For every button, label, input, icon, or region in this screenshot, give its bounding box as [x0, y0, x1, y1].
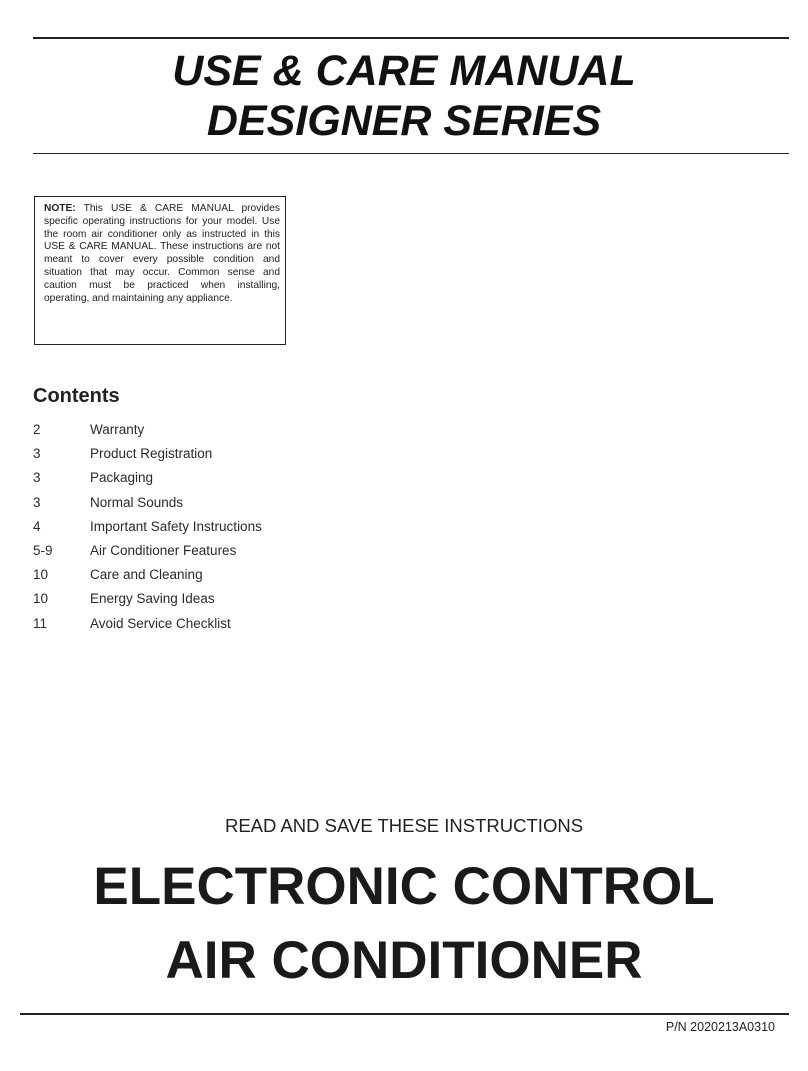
contents-page-number: 3: [33, 494, 41, 510]
contents-page-number: 2: [33, 422, 41, 437]
contents-item-title: Normal Sounds: [90, 494, 184, 510]
contents-item-title: Product Registration: [90, 446, 213, 462]
contents-page-number: 10: [33, 567, 49, 583]
contents-item: [33, 469, 262, 493]
product-title-line1: ELECTRONIC CONTROL: [93, 857, 715, 916]
contents-item-title: Packaging: [90, 470, 154, 486]
note-box: [34, 196, 286, 345]
contents-item-title: Important Safety Instructions: [90, 518, 262, 534]
contents-item: [33, 590, 262, 614]
read-save-instructions: READ AND SAVE THESE INSTRUCTIONS: [224, 815, 584, 836]
bottom-rule: [20, 1013, 789, 1015]
manual-title-line1: USE & CARE MANUAL: [172, 47, 636, 95]
contents-item-title: Avoid Service Checklist: [90, 615, 231, 631]
contents-page-number: 5-9: [33, 542, 53, 558]
top-rule: [33, 37, 789, 39]
contents-item: [33, 445, 262, 469]
contents-item-title: Energy Saving Ideas: [90, 591, 215, 607]
contents-item-title: Care and Cleaning: [90, 567, 203, 583]
contents-item-title: Air Conditioner Features: [90, 542, 237, 558]
part-number: P/N 2020213A0310: [665, 1020, 775, 1034]
contents-heading: Contents: [33, 385, 120, 407]
contents-page-number: 3: [33, 470, 41, 486]
contents-page-number: 3: [33, 446, 41, 462]
contents-item: [33, 518, 262, 542]
note-label: NOTE:: [44, 203, 76, 214]
note-text: This USE & CARE MANUAL provides specific operating instructions for your model. Use the room air conditioner only as instructed in this USE & CARE MANUAL. These instructions are not meant to cover every possible condition and situation that may occur. Common sense and caution must be practiced when installing, operating, and maintaining any appliance.: [44, 203, 280, 304]
title-divider-rule: [33, 153, 789, 154]
contents-list: [33, 421, 262, 639]
contents-item: [33, 542, 262, 566]
contents-page-number: 4: [33, 518, 41, 534]
product-title-line2: AIR CONDITIONER: [165, 931, 643, 990]
contents-item: [33, 421, 262, 445]
contents-item: [33, 615, 262, 639]
contents-page-number: 11: [33, 615, 48, 631]
manual-title-line2: DESIGNER SERIES: [206, 97, 602, 145]
contents-item-title: Warranty: [90, 422, 145, 437]
contents-page-number: 10: [33, 591, 49, 607]
contents-item: [33, 494, 262, 518]
contents-item: [33, 566, 262, 590]
